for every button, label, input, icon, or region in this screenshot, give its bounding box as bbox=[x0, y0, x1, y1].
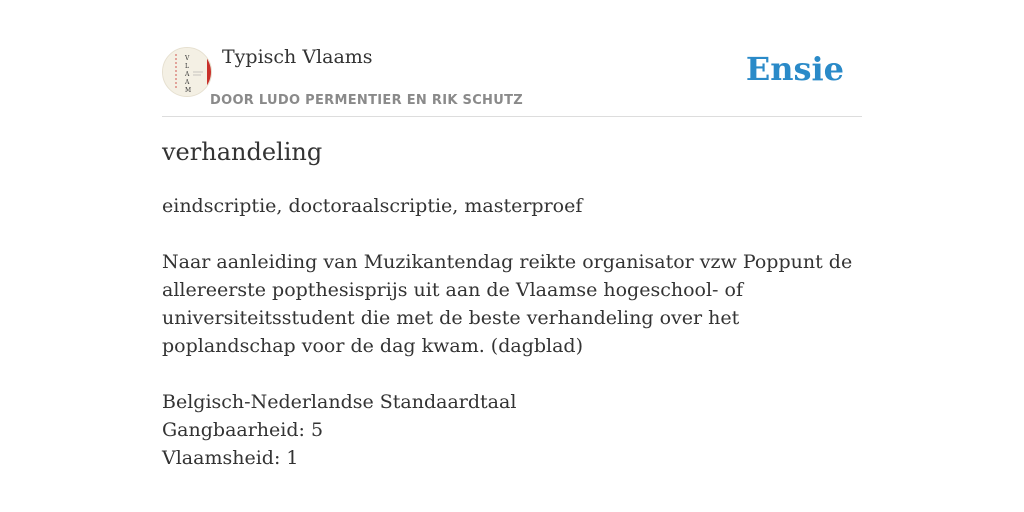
authors-byline: DOOR LUDO PERMENTIER EN RIK SCHUTZ bbox=[210, 93, 523, 108]
svg-text:M: M bbox=[185, 87, 192, 94]
svg-text:A: A bbox=[185, 79, 190, 86]
entry-term: verhandeling bbox=[162, 138, 323, 166]
entry-content bbox=[162, 192, 872, 472]
entry-example: Naar aanleiding van Muzikantendag reikte organisator vzw Poppunt de allereerste popthesisprijs uit aan de Vlaamse hogeschool- of universiteitsstudent die met de beste verhandeling over het poplandschap voor de dag kwam. (dagblad) bbox=[162, 251, 853, 357]
entry-frequency: Gangbaarheid: 5 bbox=[162, 419, 324, 441]
brand-logo[interactable]: Ensie bbox=[745, 50, 844, 88]
svg-text:V: V bbox=[185, 55, 190, 62]
entry-flemishness: Vlaamsheid: 1 bbox=[162, 447, 299, 469]
entry-language: Belgisch-Nederlandse Standaardtaal bbox=[162, 391, 517, 413]
book-cover-icon[interactable] bbox=[162, 47, 212, 97]
spacer bbox=[162, 220, 872, 248]
source-title[interactable]: Typisch Vlaams bbox=[222, 46, 373, 68]
entry-synonyms: eindscriptie, doctoraalscriptie, masterproef bbox=[162, 195, 583, 217]
source-header bbox=[162, 44, 862, 117]
svg-text:L: L bbox=[185, 63, 189, 70]
svg-text:A: A bbox=[185, 71, 190, 78]
spacer bbox=[162, 360, 872, 388]
